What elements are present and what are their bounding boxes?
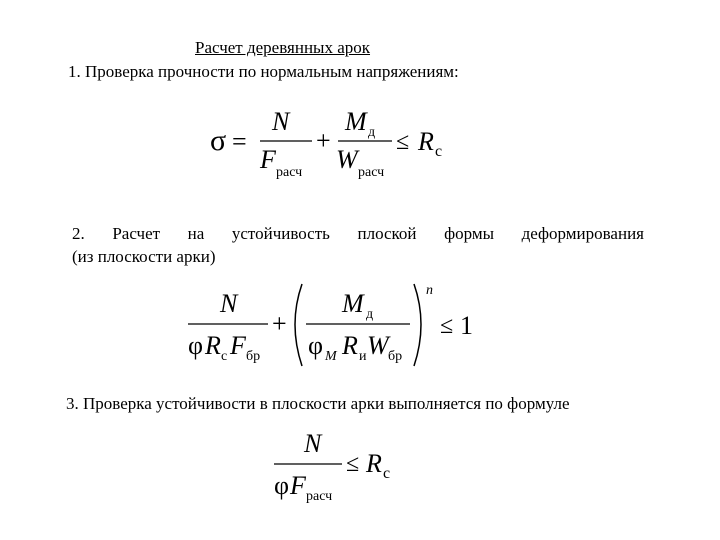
exponent-n: n [426,283,433,298]
R-subscript: c [221,349,228,364]
plus-sign: + [316,126,331,155]
numerator-N: N [220,289,238,318]
section-2-heading: 2. Расчет на устойчивость плоской формы деформирования [72,224,644,243]
formula-in-plane-stability [270,424,410,504]
phi-subscript: M [325,349,337,364]
phi-symbol-2: φ [308,331,324,360]
F-symbol: F [290,471,306,500]
R2-subscript: и [359,349,367,364]
denominator-F-subscript: расч [276,165,303,180]
phi-symbol: φ [274,471,290,500]
numerator-M: M [342,289,364,318]
denominator-W-subscript: расч [358,165,385,180]
formula-stability-out-of-plane [186,278,486,378]
left-paren-icon [295,284,302,366]
numerator-M-subscript: д [368,125,376,140]
R2-symbol: R [342,331,358,360]
page-title: Расчет деревянных арок [195,38,371,57]
phi-symbol: φ [188,331,204,360]
R-subscript: c [383,465,391,482]
section-2-subheading: (из плоскости арки) [72,247,216,266]
leq-sign: ≤ [346,451,360,477]
section-3-heading: 3. Проверка устойчивости в плоскости арки выполняется по формуле [66,394,570,413]
F-subscript: бр [246,349,261,364]
numerator-N: N [272,107,290,136]
R-symbol: R [418,127,434,156]
right-paren-icon [414,284,421,366]
sigma-symbol: σ [210,124,227,157]
one-value: 1 [460,311,473,340]
numerator-N: N [304,429,322,458]
F-subscript: расч [306,489,333,504]
formula-strength-check [200,100,460,185]
section-1-heading: 1. Проверка прочности по нормальным напряжениям: [68,62,459,81]
denominator-W: W [336,145,358,174]
denominator-F: F [260,145,276,174]
W-subscript: бр [388,349,403,364]
R-symbol: R [366,449,382,478]
F-symbol: F [230,331,246,360]
leq-sign: ≤ [396,129,410,155]
plus-sign: + [272,309,287,338]
leq-sign: ≤ [440,313,454,339]
numerator-M: M [345,107,367,136]
W-symbol: W [367,331,389,360]
numerator-M-subscript: д [366,307,374,322]
equals-sign: = [232,127,247,156]
R-subscript: c [435,143,443,160]
R-symbol: R [205,331,221,360]
